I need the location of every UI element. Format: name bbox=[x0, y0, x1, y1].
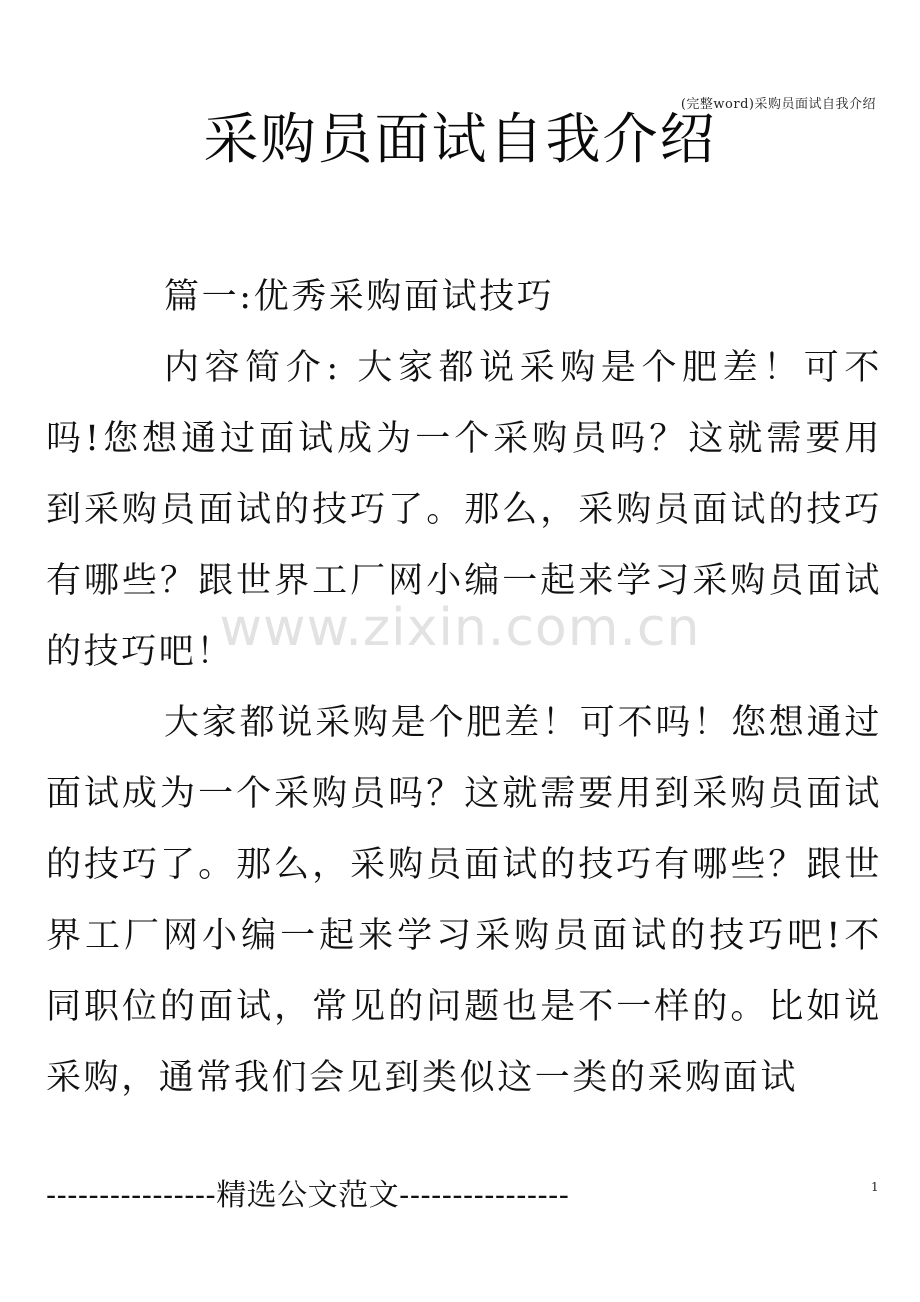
footer-divider-text: ----------------精选公文范文---------------- bbox=[46, 1178, 570, 1213]
body-paragraph: 大家都说采购是个肥差！可不吗！您想通过面试成为一个采购员吗？这就需要用到采购员面试的技巧了。那么，采购员面试的技巧有哪些？跟世界工厂网小编一起来学习采购员面试的技巧吧!不同职位的面试，常见的问题也是不一样的。比如说采购，通常我们会见到类似这一类的采购面试 bbox=[46, 703, 882, 1098]
section-heading: 篇一:优秀采购面试技巧 bbox=[164, 277, 555, 317]
watermark: www.zixin.com.cn bbox=[219, 598, 701, 658]
document-body bbox=[46, 262, 882, 1114]
running-header: (完整word)采购员面试自我介绍 bbox=[680, 97, 876, 112]
document-title: 采购员面试自我介绍 bbox=[203, 107, 717, 171]
page-number: 1 bbox=[871, 1180, 879, 1194]
summary-paragraph: 内容简介: 大家都说采购是个肥差！可不吗!您想通过面试成为一个采购员吗？这就需要用到采购员面试的技巧了。那么，采购员面试的技巧有哪些？跟世界工厂网小编一起来学习采购员面试的技巧吧！ bbox=[46, 348, 882, 672]
